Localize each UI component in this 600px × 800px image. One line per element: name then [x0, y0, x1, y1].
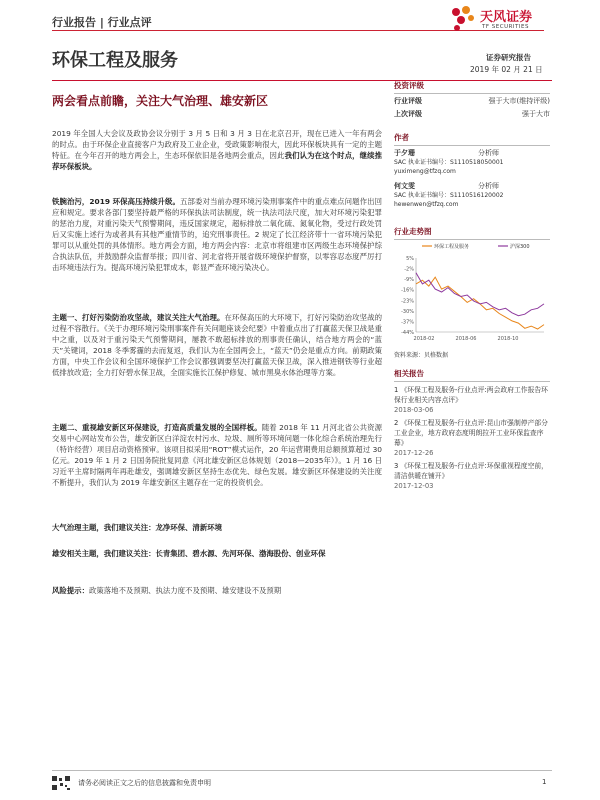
- recommend-air: 大气治理主题，我们建议关注：龙净环保、清新环境: [52, 523, 222, 532]
- enforcement-text: 五部委对当前办理环境污染刑事案件中的重点难点问题作出回应和规定。要求各部门要坚持最严格的环保执法司法制度，统一执法司法尺度，加大对环境污染犯罪的惩治力度，对重污染天气预警期间，违反国家规定，超标排放二氧化硫、氮氧化物，受过行政处罚后又实施上述行为或者具有其他严重情节的，追究刑事责任。2 规定了长江经济带十一省环境污染犯罪可以从重处罚的具体情形。地方两会方面，地方两会内容：北京市将组建市区两级生态环境保护综合执法队伍，并鼓励群众监督举报；四川省、河北省将开展省级环境保护督察，以零容忍态度严厉打击环境违法行为。提高环境污染犯罪成本，彰显严查环境污染决心。: [52, 197, 382, 272]
- y-tick-label: -30%: [401, 308, 414, 315]
- recommend-xiongan: 雄安相关主题，我们建议关注：长青集团、碧水源、先河环保、渤海股份、创业环保: [52, 549, 326, 558]
- trend-heading: 行业走势图: [394, 227, 432, 236]
- theme-air-text: 在环保高压的大环境下，打好污染防治攻坚战的过程不容散行。《关于办理环境污染刑事案件有关问题座谈会纪要》中着重点出了打赢蓝天保卫战是重中之重，以及对于重污染天气预警期间，屡教不敢超标排放的刑事责任确认，结合地方两会的“蓝天”关键词，2018 冬季雾霾的去而复返，我们认为在全国两会上，“蓝天”仍会是重点方向。前期政策方面，中央工作会议和全国环境保护工作会议都强调要坚决打赢蓝天保卫战，深入推进钢铁等行业超低排放改造；全力打好碧水保卫战，全面实施长江保护修复、城市黑臭水体治理等方案。: [52, 313, 382, 377]
- related-item[interactable]: [394, 461, 550, 491]
- related-item[interactable]: [394, 418, 550, 458]
- enforcement-lead: 铁腕治污，2019 环保高压持续升级。: [52, 197, 181, 206]
- author-role: 分析师: [478, 182, 499, 190]
- prev-rating-label: 上次评级: [394, 110, 422, 118]
- risk-text: 政策落地不及预期、执法力度不及预期、雄安建设不及预期: [88, 586, 282, 595]
- author-name: 于夕珊: [394, 149, 415, 157]
- y-tick-label: -37%: [401, 319, 414, 326]
- logo-text-cn: 天风证券: [480, 10, 533, 25]
- related-date: 2018-03-06: [394, 406, 434, 414]
- related-title[interactable]: 1 《环保工程及服务-行业点评:两会政府工作报告环保行业相关内容点评》: [394, 386, 548, 404]
- related-title[interactable]: 2 《环保工程及服务-行业点评:昆山市强制停产部分工业企业，地方政府态度明朗拉开工业环保监查序幕》: [394, 419, 548, 447]
- related-section: [394, 368, 550, 491]
- intro-text: 2019 年全国人大会议及政协会议分别于 3 月 5 日和 3 月 3 日在北京召开，现在已进入一年有两会的时点。由于环保企业直接客户为政府及工业企业，受政策影响很大，因此环保板块具有一定的主题特征。在今年召开的地方两会上，生态环保依旧是各地两会重点，因此: [52, 129, 382, 160]
- y-tick-label: -23%: [401, 298, 414, 305]
- footer-divider: [52, 770, 552, 771]
- paragraph-intro: [52, 128, 382, 172]
- related-item[interactable]: [394, 385, 550, 415]
- related-title[interactable]: 3 《环保工程及服务-行业点评:环保重视程度空前，清洁供暖在铺开》: [394, 462, 548, 480]
- page-title: 环保工程及服务: [52, 50, 178, 71]
- industry-rating-value: 强于大市(维持评级): [488, 97, 550, 105]
- author-block: [394, 182, 550, 209]
- paragraph-theme-air: [52, 312, 382, 378]
- rating-divider: [394, 93, 550, 94]
- author-sac: SAC 执业证书编号：S1110518050001: [394, 159, 504, 166]
- rating-heading: 投资评级: [394, 81, 424, 90]
- related-date: 2017-12-03: [394, 482, 434, 490]
- theme-air-lead: 主题一、打好污染防治攻坚战，建议关注大气治理。: [52, 313, 225, 322]
- company-logo: [448, 4, 552, 34]
- series-line: [416, 277, 544, 329]
- risk-label: 风险提示：: [52, 586, 89, 595]
- report-category: 行业报告 | 行业点评: [52, 16, 152, 29]
- related-divider: [394, 381, 550, 382]
- x-tick-label: 2018-10: [497, 336, 519, 342]
- disclaimer-link[interactable]: 请务必阅读正文之后的信息披露和免责申明: [78, 779, 211, 787]
- prev-rating-value: 强于大市: [522, 110, 550, 118]
- industry-rating-row: [394, 96, 550, 106]
- author-block: [394, 149, 550, 176]
- authors-divider: [394, 145, 550, 146]
- y-tick-label: -44%: [401, 330, 414, 336]
- y-tick-label: 5%: [406, 256, 414, 262]
- report-subtitle: 两会看点前瞻，关注大气治理、雄安新区: [52, 94, 269, 108]
- y-tick-label: -2%: [404, 266, 414, 273]
- author-role: 分析师: [478, 149, 499, 157]
- author-sac: SAC 执业证书编号：S1110516120002: [394, 192, 504, 199]
- theme-xiongan-lead: 主题二、重视雄安新区环保建设，打造高质量发展的全国样板。: [52, 423, 262, 432]
- rating-section: [394, 80, 550, 119]
- authors-section: [394, 132, 550, 209]
- chart-source: 资料来源：贝格数据: [394, 352, 449, 359]
- paragraph-recommend-air: [52, 522, 382, 533]
- related-date: 2017-12-26: [394, 449, 434, 457]
- theme-xiongan-text: 随着 2018 年 11 月河北省公共资源交易中心网站发布公告，雄安新区白洋淀农村污水、垃圾、厕所等环境问题一体化综合系统治理先行（特许经营）项目启动资格预审。该项目拟采用“ROT”模式运作，20 年运营期费用总额预算超过 30 亿元。2019 年 1 月 2 日国务院批复同意《河北雄安新区总体规划（2018—2035年）》。1 月 16 日习近平主席时隔两年再赴雄安，强调雄安新区坚持生态优先、绿色发展。雄安新区环保建设的关注度不断提升，我们认为 2019 年雄安新区主题存在一定的投资机会。: [52, 423, 382, 487]
- paragraph-theme-xiongan: [52, 422, 382, 488]
- y-tick-label: -16%: [401, 287, 414, 294]
- series-line: [416, 273, 544, 316]
- logo-text-en: TF SECURITIES: [482, 24, 529, 30]
- author-email[interactable]: yuximeng@tfzq.com: [394, 168, 456, 175]
- legend-label: 沪深300: [510, 244, 530, 250]
- y-tick-label: -9%: [404, 277, 414, 284]
- industry-rating-label: 行业评级: [394, 97, 422, 105]
- legend-label: 环保工程及服务: [434, 244, 470, 250]
- related-heading: 相关报告: [394, 369, 424, 378]
- report-date: 2019 年 02 月 21 日: [470, 65, 543, 74]
- authors-heading: 作者: [394, 133, 409, 142]
- prev-rating-row: [394, 109, 550, 119]
- qr-code-icon: [52, 775, 70, 789]
- paragraph-enforcement: [52, 196, 382, 273]
- x-tick-label: 2018-02: [413, 336, 435, 342]
- author-email[interactable]: hewenwen@tfzq.com: [394, 201, 459, 208]
- paragraph-risk: [52, 585, 382, 596]
- intro-conclusion: 我们认为在这个时点，继续推荐环保板块。: [52, 151, 382, 171]
- report-type: 证券研究报告: [486, 53, 531, 62]
- x-tick-label: 2018-06: [455, 336, 477, 342]
- author-name: 何文雯: [394, 182, 415, 190]
- page-number: 1: [542, 778, 547, 786]
- trend-chart: [394, 240, 550, 346]
- paragraph-recommend-xiongan: [52, 548, 382, 559]
